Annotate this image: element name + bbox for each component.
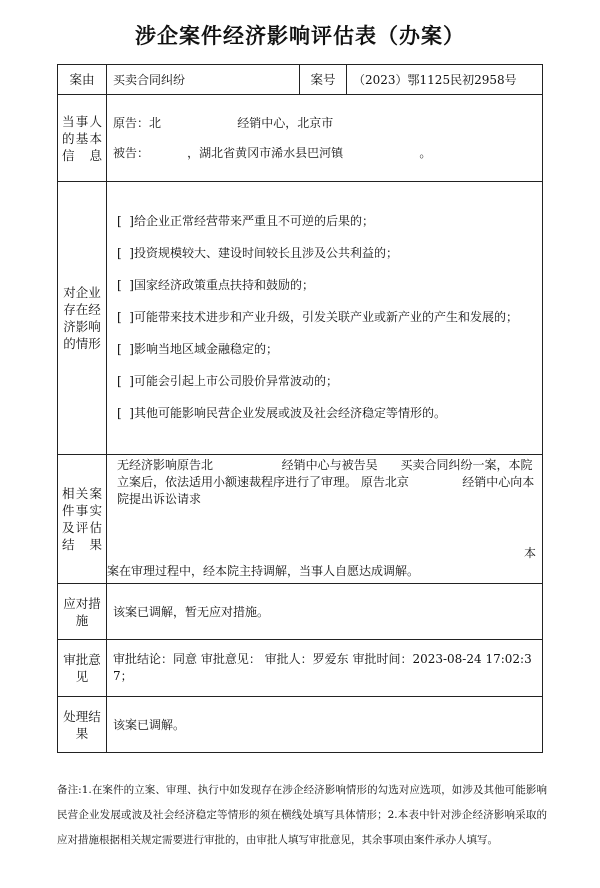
approval-value: 审批结论：同意 审批意见： 审批人：罗爱东 审批时间：2023-08-24 17:02:37；	[107, 640, 543, 697]
situation-text: 给企业正常经营带来严重且不可逆的后果的；	[134, 214, 375, 228]
facts-label: 相关案件事实及评估结果	[58, 455, 107, 584]
page-title: 涉企案件经济影响评估表（办案）	[135, 23, 465, 48]
situation-text: 投资规模较大、建设时间较长且涉及公共利益的；	[134, 246, 399, 260]
situation-text: 国家经济政策重点扶持和鼓励的；	[134, 278, 315, 292]
approval-label: 审批意见	[58, 640, 107, 697]
situations-label: 对企业存在经济影响的情形	[58, 182, 107, 455]
facts-trailing-text: 本	[523, 546, 536, 560]
situation-item[interactable]	[117, 213, 536, 230]
plaintiff-info: 原告：北 经销中心，北京市	[113, 116, 334, 130]
situation-checkbox[interactable]: [ ]	[117, 342, 134, 356]
situation-checkbox[interactable]: [ ]	[117, 406, 134, 420]
footnote-remarks: 备注:1.在案件的立案、审理、执行中如发现存在涉企经济影响情形的勾选对应选项，如涉及其他可能影响民营企业发展或波及社会经济稳定等情形的须在横线处填写具体情形；2.本表中针对涉企经济影响采取的应对措施根据相关规定需要进行审批的，由审批人填写审批意见，其余事项由案件承办人填写。	[57, 784, 547, 846]
result-value: 该案已调解。	[107, 697, 543, 753]
case-number-label: 案号	[300, 65, 347, 95]
case-cause-label: 案由	[58, 65, 107, 95]
situation-checkbox[interactable]: [ ]	[117, 310, 134, 324]
result-label: 处理结果	[58, 697, 107, 753]
parties-row	[58, 95, 543, 182]
measures-value: 该案已调解，暂无应对措施。	[107, 584, 543, 640]
situation-text: 可能会引起上市公司股价异常波动的；	[134, 374, 339, 388]
parties-info	[107, 95, 543, 182]
situation-text: 影响当地区域金融稳定的；	[134, 342, 279, 356]
facts-paragraph: 无经济影响原告北 经销中心与被告吴 买卖合同纠纷一案，本院立案后，依法适用小额速裁程序进行了审理。 原告北京 经销中心向本院提出诉讼请求	[117, 458, 535, 506]
situation-checkbox[interactable]: [ ]	[117, 374, 134, 388]
situation-item[interactable]	[117, 373, 536, 390]
situation-item[interactable]	[117, 245, 536, 262]
situation-item[interactable]	[117, 309, 536, 326]
situations-list	[107, 182, 543, 455]
situation-checkbox[interactable]: [ ]	[117, 214, 134, 228]
situation-checkbox[interactable]: [ ]	[117, 246, 134, 260]
result-row	[58, 697, 543, 753]
assessment-form	[57, 64, 543, 753]
case-cause-value: 买卖合同纠纷	[107, 65, 300, 95]
case-number-value: （2023）鄂1125民初2958号	[347, 65, 543, 95]
situation-text: 可能带来技术进步和产业升级，引发关联产业或新产业的产生和发展的；	[134, 310, 519, 324]
facts-row	[58, 455, 543, 584]
situation-text: 其他可能影响民营企业发展或波及社会经济稳定等情形的。	[134, 406, 447, 420]
parties-label: 当事人的基本信息	[58, 95, 107, 182]
defendant-info: 被告： ，湖北省黄冈市浠水县巴河镇 。	[113, 146, 432, 160]
case-row	[58, 65, 543, 95]
situations-row	[58, 182, 543, 455]
approval-row	[58, 640, 543, 697]
situation-item[interactable]	[117, 341, 536, 358]
situation-item[interactable]	[117, 405, 536, 422]
measures-row	[58, 584, 543, 640]
measures-label: 应对措施	[58, 584, 107, 640]
facts-conclusion: 案在审理过程中，经本院主持调解，当事人自愿达成调解。	[107, 564, 420, 578]
situation-item[interactable]	[117, 277, 536, 294]
situation-checkbox[interactable]: [ ]	[117, 278, 134, 292]
facts-cell	[107, 455, 543, 584]
